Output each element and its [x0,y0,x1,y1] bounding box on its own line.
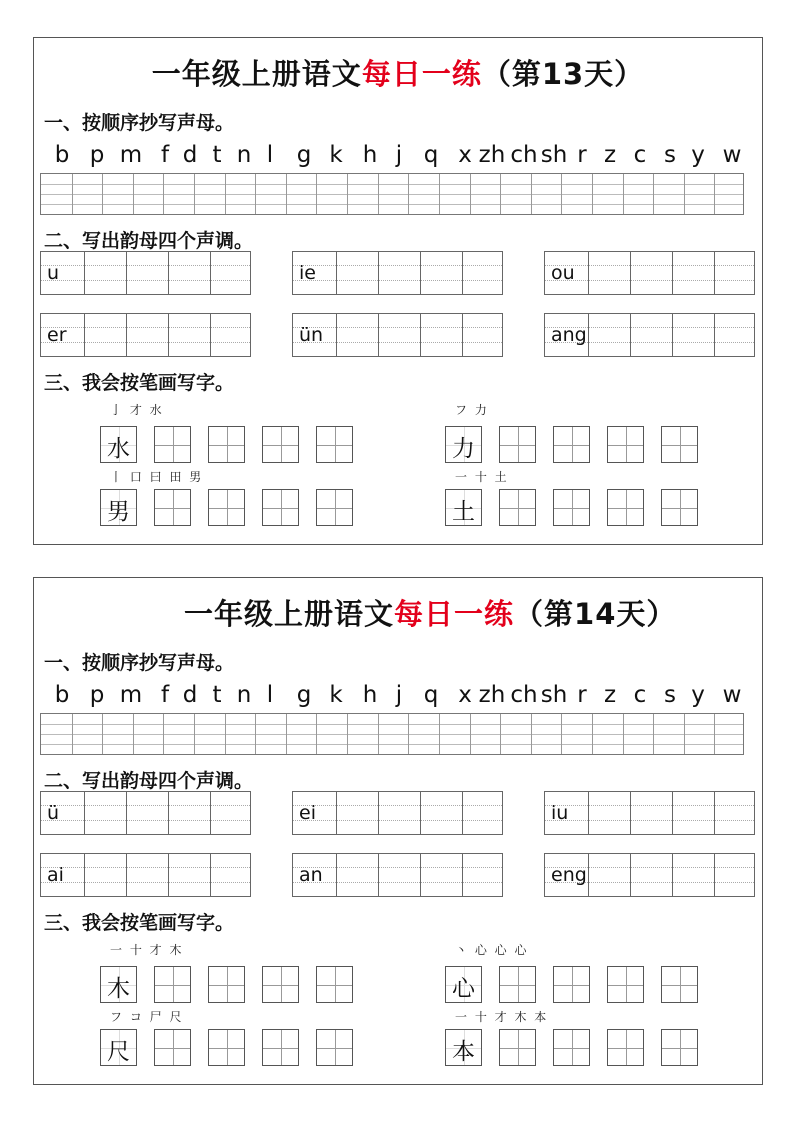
final-label: eng [551,864,587,886]
grid-divider [470,174,471,214]
initial-letter: m [119,142,143,168]
grid-divider [439,714,440,754]
grid-divider [194,714,195,754]
tone-cell[interactable] [126,792,168,834]
copy-grid[interactable] [40,173,744,215]
model-character: 尺 [107,1039,130,1065]
tone-cell[interactable] [84,792,126,834]
grid-divider [623,714,624,754]
grid-line [41,194,743,195]
tone-cell[interactable] [210,314,252,356]
practice-box[interactable] [499,489,536,526]
grid-divider [286,714,287,754]
practice-box[interactable] [661,426,698,463]
practice-box[interactable] [499,426,536,463]
model-character-box [100,1029,137,1066]
tone-cell[interactable] [588,314,630,356]
practice-box[interactable] [208,966,245,1003]
tone-box-er[interactable] [40,313,251,357]
grid-line [41,184,743,185]
tone-cell[interactable] [630,792,672,834]
stroke-order: 丨 口 曰 田 男 [110,470,204,484]
tone-box-eng[interactable] [544,853,755,897]
model-character: 男 [107,499,130,525]
grid-divider [714,714,715,754]
stroke-order: 一 十 土 [455,470,509,484]
final-label: ün [299,324,324,346]
tone-box-ai[interactable] [40,853,251,897]
practice-box[interactable] [208,426,245,463]
practice-box[interactable] [316,426,353,463]
practice-box[interactable] [661,1029,698,1066]
initial-letter: k [329,682,343,708]
final-label: ou [551,262,575,284]
initial-letter: z [603,682,617,708]
tone-cell[interactable] [672,252,714,294]
initial-letter: zh [478,142,506,168]
tone-cell[interactable] [378,792,420,834]
initial-letter: c [633,682,647,708]
tone-cell[interactable] [420,854,462,896]
tone-cell[interactable] [168,314,210,356]
grid-divider [531,174,532,214]
section-1-heading: 一、按顺序抄写声母。 [44,652,235,674]
grid-divider [133,174,134,214]
grid-divider [286,174,287,214]
practice-box[interactable] [262,1029,299,1066]
model-character: 土 [452,499,475,525]
grid-line [41,734,743,735]
grid-divider [347,714,348,754]
practice-box[interactable] [262,426,299,463]
model-character: 力 [452,436,475,462]
grid-divider [72,714,73,754]
section-2-heading: 二、写出韵母四个声调。 [44,230,254,252]
initial-letter: g [296,682,312,708]
tone-cell[interactable] [420,792,462,834]
tone-cell[interactable] [588,792,630,834]
section-1-heading: 一、按顺序抄写声母。 [44,112,235,134]
tone-cell[interactable] [336,854,378,896]
initial-letter: j [395,142,403,168]
initial-letter: b [54,142,70,168]
stroke-order: 亅 才 水 [110,403,164,417]
grid-divider [653,714,654,754]
initial-letter: j [395,682,403,708]
grid-divider [592,174,593,214]
tone-box-iu[interactable] [544,791,755,835]
stroke-order: フ コ 尸 尺 [110,1010,184,1024]
grid-divider [255,174,256,214]
final-label: u [47,262,60,284]
initial-letter: s [664,142,676,168]
practice-box[interactable] [316,1029,353,1066]
tone-box-ou[interactable] [544,251,755,295]
practice-box[interactable] [499,966,536,1003]
tone-cell[interactable] [714,252,756,294]
copy-grid[interactable] [40,713,744,755]
stroke-order: 丶 心 心 心 [455,943,529,957]
practice-box[interactable] [553,1029,590,1066]
initial-letter: d [182,142,198,168]
tone-cell[interactable] [462,792,504,834]
grid-divider [347,174,348,214]
tone-cell[interactable] [630,252,672,294]
initial-letter: sh [540,682,568,708]
tone-cell[interactable] [378,314,420,356]
tone-cell[interactable] [588,854,630,896]
final-label: iu [551,802,569,824]
tone-box-ün[interactable] [292,313,503,357]
model-character-box [445,966,482,1003]
grid-divider [316,174,317,214]
grid-divider [470,714,471,754]
tone-cell[interactable] [714,792,756,834]
final-label: ang [551,324,587,346]
model-character-box [100,966,137,1003]
tone-cell[interactable] [630,314,672,356]
practice-box[interactable] [553,489,590,526]
grid-divider [714,174,715,214]
grid-divider [684,714,685,754]
grid-divider [561,174,562,214]
tone-box-ie[interactable] [292,251,503,295]
initial-letter: h [362,682,378,708]
grid-divider [500,174,501,214]
grid-divider [102,174,103,214]
practice-box[interactable] [262,966,299,1003]
tone-cell[interactable] [84,252,126,294]
grid-divider [133,714,134,754]
tone-cell[interactable] [336,314,378,356]
initial-letter: ch [510,142,538,168]
page-title: 一年级上册语文每日一练（第14天） [184,597,677,631]
grid-divider [163,174,164,214]
grid-divider [225,714,226,754]
initial-letter: q [423,682,439,708]
initial-letter: k [329,142,343,168]
practice-box[interactable] [154,966,191,1003]
initial-letter: x [458,142,472,168]
grid-divider [408,174,409,214]
tone-box-ei[interactable] [292,791,503,835]
model-character-box [445,489,482,526]
practice-box[interactable] [607,426,644,463]
model-character: 水 [107,436,130,462]
model-character: 心 [452,976,475,1002]
tone-cell[interactable] [126,252,168,294]
tone-cell[interactable] [84,314,126,356]
initial-letter: w [722,682,742,708]
worksheet-day-13 [33,37,763,545]
tone-cell[interactable] [588,252,630,294]
grid-line [41,724,743,725]
initial-letter: g [296,142,312,168]
initial-letter: y [691,682,705,708]
grid-divider [72,174,73,214]
initial-letter: sh [540,142,568,168]
tone-cell[interactable] [336,252,378,294]
stroke-order: フ 力 [455,403,489,417]
model-character-box [445,426,482,463]
grid-divider [561,714,562,754]
page-title: 一年级上册语文每日一练（第13天） [151,57,645,91]
grid-divider [500,714,501,754]
tone-cell[interactable] [420,314,462,356]
grid-divider [653,174,654,214]
practice-box[interactable] [661,489,698,526]
stroke-order: 一 十 才 木 本 [455,1010,549,1024]
practice-box[interactable] [208,1029,245,1066]
worksheet-day-14 [33,577,763,1085]
grid-divider [194,174,195,214]
section-3-heading: 三、我会按笔画写字。 [44,372,235,394]
practice-box[interactable] [208,489,245,526]
practice-box[interactable] [553,426,590,463]
tone-cell[interactable] [672,314,714,356]
grid-line [41,744,743,745]
grid-divider [623,174,624,214]
initial-letter: m [119,682,143,708]
practice-box[interactable] [154,489,191,526]
initial-letter: ch [510,682,538,708]
tone-box-ang[interactable] [544,313,755,357]
tone-cell[interactable] [714,854,756,896]
tone-cell[interactable] [672,792,714,834]
practice-box[interactable] [607,489,644,526]
initial-letter: x [458,682,472,708]
model-character-box [100,489,137,526]
practice-box[interactable] [607,966,644,1003]
initial-letter: s [664,682,676,708]
initial-letter: r [577,682,587,708]
final-label: er [47,324,67,346]
tone-cell[interactable] [462,854,504,896]
tone-cell[interactable] [462,252,504,294]
grid-divider [592,714,593,754]
practice-box[interactable] [661,966,698,1003]
initial-letter: n [236,142,252,168]
section-2-heading: 二、写出韵母四个声调。 [44,770,254,792]
tone-cell[interactable] [168,252,210,294]
final-label: ai [47,864,64,886]
grid-divider [684,174,685,214]
practice-box[interactable] [553,966,590,1003]
initial-letter: h [362,142,378,168]
grid-divider [163,714,164,754]
practice-box[interactable] [262,489,299,526]
tone-cell[interactable] [630,854,672,896]
initial-letter: b [54,682,70,708]
tone-cell[interactable] [714,314,756,356]
tone-cell[interactable] [210,792,252,834]
initial-letter: t [212,682,222,708]
tone-cell[interactable] [84,854,126,896]
grid-divider [316,714,317,754]
tone-cell[interactable] [168,854,210,896]
stroke-order: 一 十 才 木 [110,943,184,957]
initial-letter: d [182,682,198,708]
tone-cell[interactable] [168,792,210,834]
grid-divider [531,714,532,754]
final-label: ei [299,802,316,824]
practice-box[interactable] [316,966,353,1003]
tone-cell[interactable] [672,854,714,896]
initial-letter: t [212,142,222,168]
tone-cell[interactable] [420,252,462,294]
tone-cell[interactable] [378,854,420,896]
initial-letter: p [89,682,105,708]
initial-letter: n [236,682,252,708]
grid-divider [378,174,379,214]
tone-cell[interactable] [126,314,168,356]
initial-letter: l [266,682,274,708]
model-character: 本 [452,1039,475,1065]
initial-letter: zh [478,682,506,708]
tone-cell[interactable] [462,314,504,356]
model-character: 木 [107,976,130,1002]
grid-divider [378,714,379,754]
practice-box[interactable] [607,1029,644,1066]
tone-box-an[interactable] [292,853,503,897]
practice-box[interactable] [316,489,353,526]
grid-divider [102,714,103,754]
tone-cell[interactable] [336,792,378,834]
tone-cell[interactable] [210,252,252,294]
tone-cell[interactable] [126,854,168,896]
final-label: ü [47,802,60,824]
practice-box[interactable] [499,1029,536,1066]
tone-cell[interactable] [378,252,420,294]
initials-row [42,142,754,172]
initial-letter: r [577,142,587,168]
tone-box-ü[interactable] [40,791,251,835]
grid-divider [255,714,256,754]
initial-letter: c [633,142,647,168]
practice-box[interactable] [154,1029,191,1066]
initial-letter: y [691,142,705,168]
initial-letter: f [160,682,170,708]
final-label: ie [299,262,316,284]
initial-letter: p [89,142,105,168]
grid-divider [408,714,409,754]
final-label: an [299,864,323,886]
initial-letter: l [266,142,274,168]
grid-divider [225,174,226,214]
initials-row [42,682,754,712]
initial-letter: f [160,142,170,168]
model-character-box [100,426,137,463]
grid-line [41,204,743,205]
tone-box-u[interactable] [40,251,251,295]
practice-box[interactable] [154,426,191,463]
section-3-heading: 三、我会按笔画写字。 [44,912,235,934]
initial-letter: q [423,142,439,168]
grid-divider [439,174,440,214]
tone-cell[interactable] [210,854,252,896]
initial-letter: z [603,142,617,168]
model-character-box [445,1029,482,1066]
initial-letter: w [722,142,742,168]
